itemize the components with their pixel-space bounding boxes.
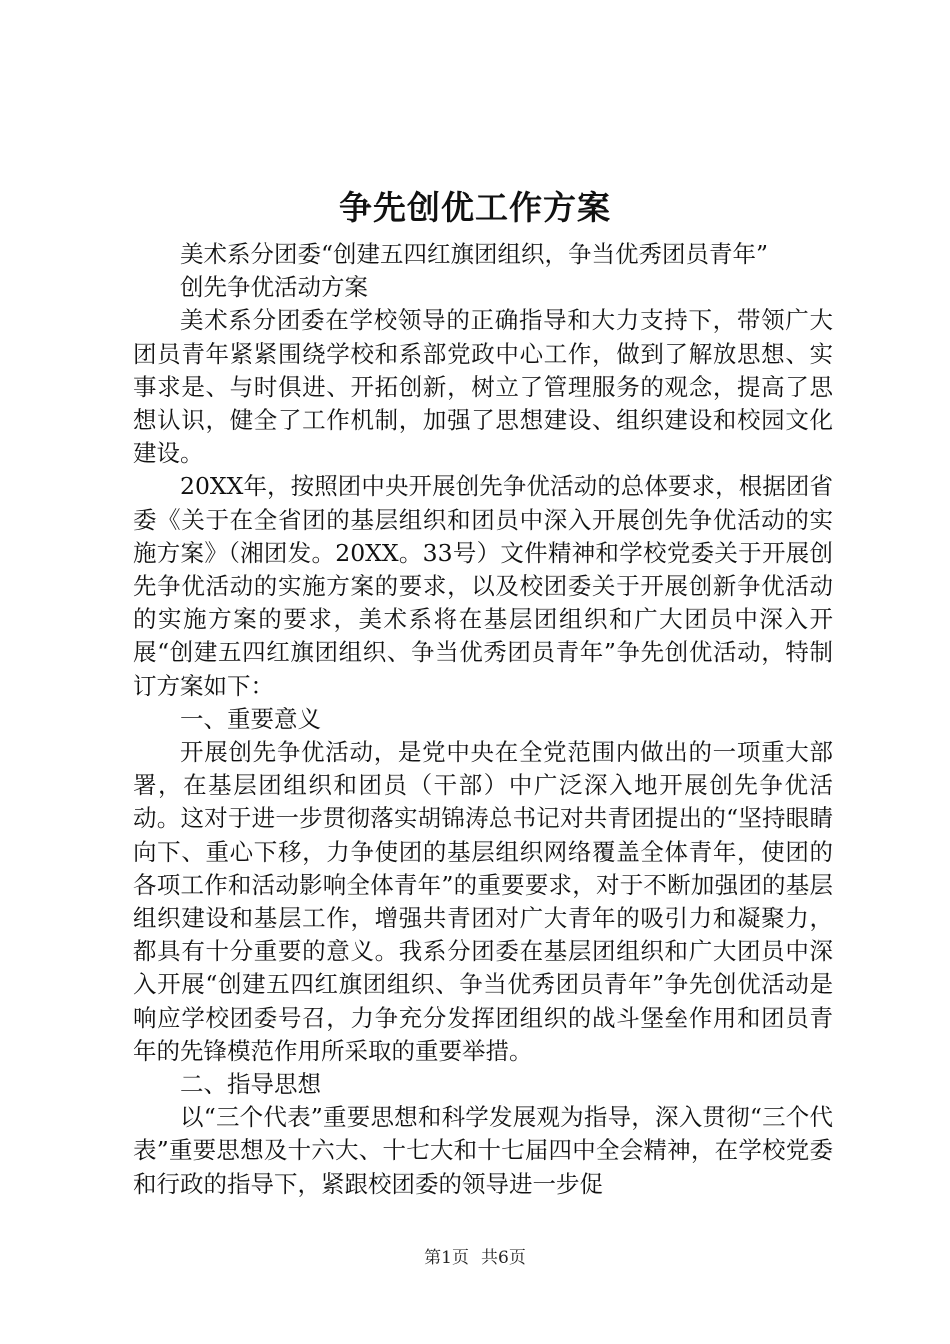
document-title: 争先创优工作方案 <box>339 188 611 227</box>
page-number: 第1页 <box>424 1248 469 1268</box>
paragraph-intro: 美术系分团委在学校领导的正确指导和大力支持下，带领广大团员青年紧紧围绕学校和系部党政中心工作，做到了解放思想、实事求是、与时俱进、开拓创新，树立了管理服务的观念，提高了思想认识，健全了工作机制，加强了思想建设、组织建设和校园文化建设。 <box>133 306 833 468</box>
paragraph-subtitle: 美术系分团委“创建五四红旗团组织，争当优秀团员青年” <box>180 240 769 268</box>
paragraph-plan-title: 创先争优活动方案 <box>180 273 368 302</box>
paragraph-background: 20XX年，按照团中央开展创先争优活动的总体要求，根据团省委《关于在全省团的基层组织和团员中深入开展创先争优活动的实施方案》（湘团发。20XX。33号）文件精神和学校党委关于开展创先争优活动的实施方案的要求，以及校团委关于开展创新争优活动的实施方案的要求，美术系将在基层团组织和广大团员中深入开展“创建五四红旗团组织、争当优秀团员青年”争先创优活动，特制订方案如下： <box>133 472 833 700</box>
section-heading-guiding-thought: 二、指导思想 <box>180 1070 321 1099</box>
document-body <box>133 238 833 1201</box>
paragraph-significance: 开展创先争优活动，是党中央在全党范围内做出的一项重大部署，在基层团组织和团员（干部）中广泛深入地开展创先争优活动。这对于进一步贯彻落实胡锦涛总书记对共青团提出的“坚持眼睛向下、重心下移，力争使团的基层组织网络覆盖全体青年，使团的各项工作和活动影响全体青年”的重要要求，对于不断加强团的基层组织建设和基层工作，增强共青团对广大青年的吸引力和凝聚力，都具有十分重要的意义。我系分团委在基层团组织和广大团员中深入开展“创建五四红旗团组织、争当优秀团员青年”争先创优活动是响应学校团委号召，力争充分发挥团组织的战斗堡垒作用和团员青年的先锋模范作用所采取的重要举措。 <box>133 738 833 1065</box>
page-total: 共6页 <box>481 1248 526 1268</box>
section-heading-significance: 一、重要意义 <box>180 704 321 733</box>
page-footer <box>0 1246 950 1270</box>
paragraph-guiding-thought: 以“三个代表”重要思想和科学发展观为指导，深入贯彻“三个代表”重要思想及十六大、十七大和十七届四中全会精神，在学校党委和行政的指导下，紧跟校团委的领导进一步促 <box>133 1103 833 1198</box>
